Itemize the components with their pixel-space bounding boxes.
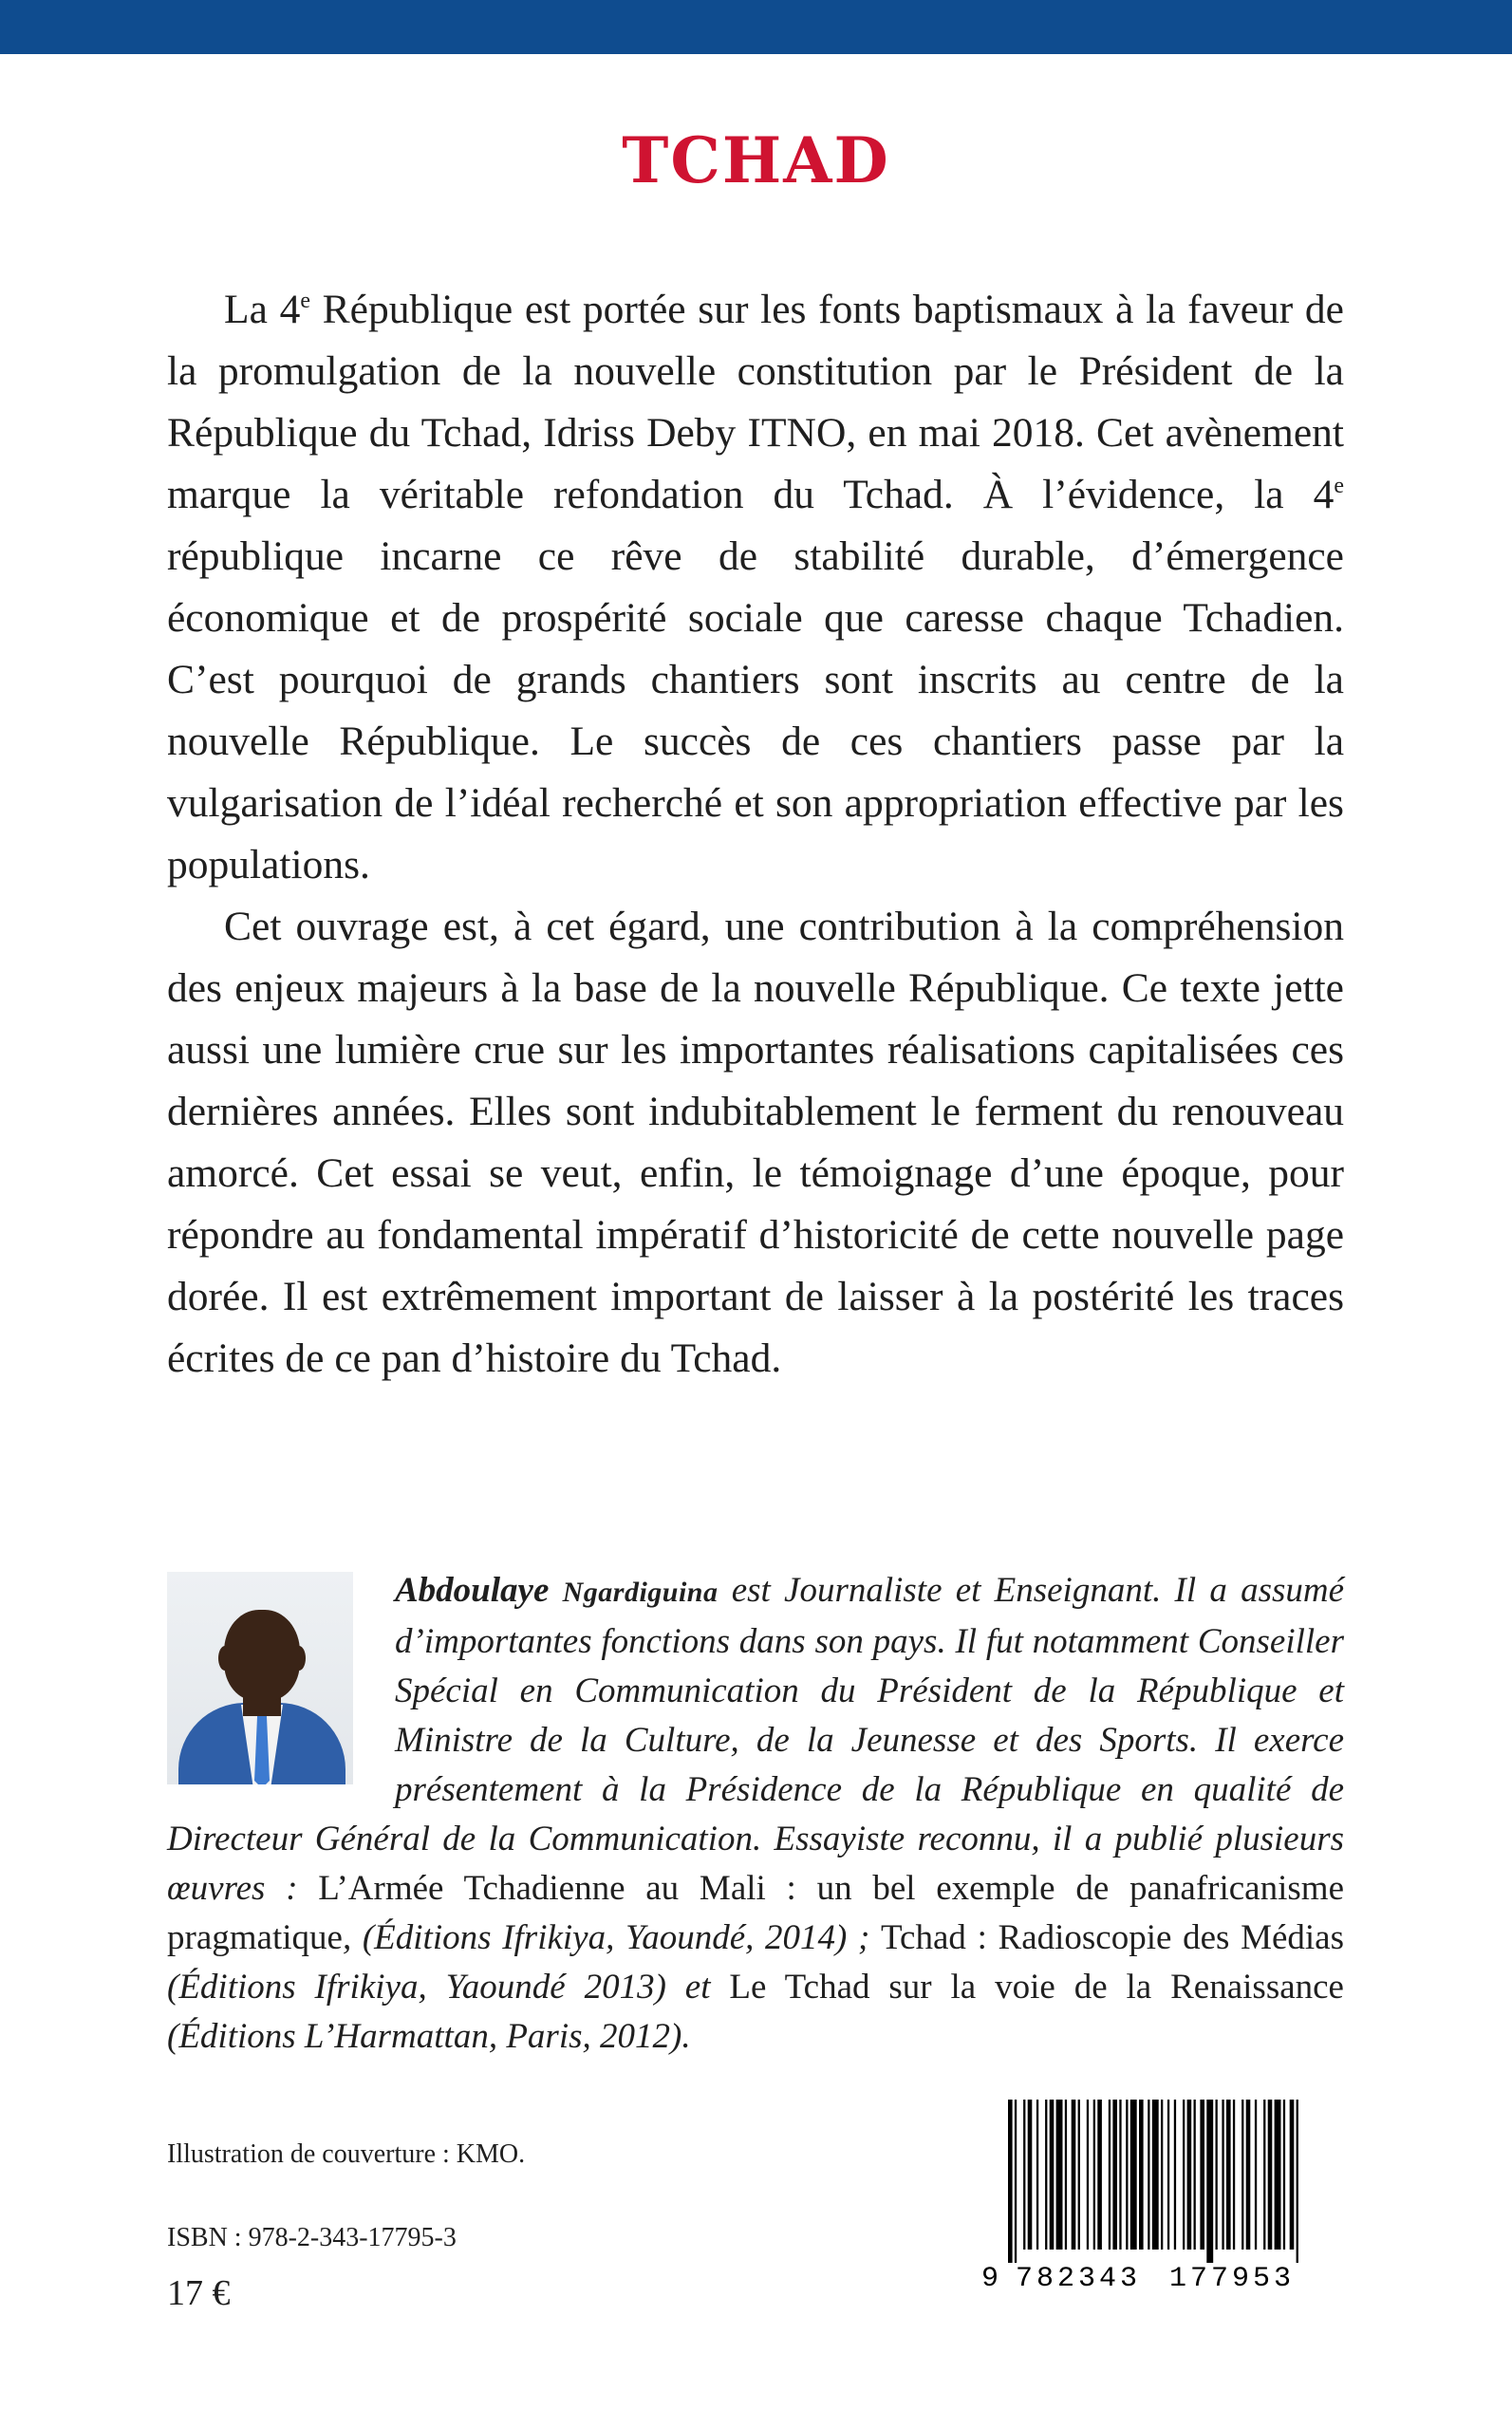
barcode-digits-right: 177953 xyxy=(1169,2263,1296,2289)
barcode-bar xyxy=(1183,2100,1185,2250)
barcode-bar xyxy=(1056,2100,1063,2250)
blurb-paragraph-1 xyxy=(167,279,1344,896)
barcode-bar xyxy=(1072,2100,1076,2250)
barcode-bar xyxy=(1078,2100,1080,2250)
barcode-bar xyxy=(1263,2100,1265,2250)
barcode-bar xyxy=(1194,2100,1196,2250)
barcode-bar xyxy=(1246,2100,1251,2250)
barcode-bar xyxy=(1126,2100,1128,2250)
superscript: e xyxy=(300,289,310,313)
barcode-bar xyxy=(1087,2100,1089,2250)
barcode-bar xyxy=(1275,2100,1281,2250)
barcode-bar xyxy=(1233,2100,1235,2250)
barcode-bar xyxy=(1226,2100,1231,2250)
barcode-bar xyxy=(1045,2100,1047,2250)
barcode-bar xyxy=(1023,2100,1025,2250)
illustration-credit: Illustration de couverture : KMO. xyxy=(167,2139,526,2169)
work-title: Tchad : Radioscopie des Médias xyxy=(881,1918,1345,1957)
barcode-bar xyxy=(1161,2100,1163,2250)
barcode-bar xyxy=(1139,2100,1144,2250)
barcode-bar xyxy=(1112,2100,1117,2250)
author-first-name: Abdoulaye xyxy=(395,1571,550,1610)
barcode-bar xyxy=(1290,2100,1295,2250)
barcode-bar xyxy=(1216,2100,1218,2250)
work-publisher: (Éditions Ifrikiya, Yaoundé 2013) et xyxy=(167,1968,730,2007)
top-color-band xyxy=(0,0,1512,54)
barcode-bar xyxy=(1097,2100,1102,2250)
barcode-bar xyxy=(1283,2100,1285,2250)
barcode-digit-lead: 9 xyxy=(981,2263,999,2289)
blurb-text: La 4 xyxy=(224,287,301,332)
barcode-bar xyxy=(1152,2100,1159,2250)
work-title: L’Armée Tchadienne au Mali : un bel exemple de panafricanisme pragmatique xyxy=(167,1869,1344,1957)
barcode-bar xyxy=(1008,2100,1013,2263)
work-publisher: (Éditions L’Harmattan, Paris, 2012). xyxy=(167,2017,691,2056)
blurb-text: République est portée sur les fonts baptismaux à la faveur de la promulgation de la nouvelle constitution par le Président de la République du Tchad, Idriss Deby ITNO, en mai 2018. Cet avènement marque la véritable refondation du Tchad. À l’évidence, la 4 xyxy=(167,287,1344,517)
blurb-text: république incarne ce rêve de stabilité durable, d’émergence économique et de prospérité sociale que caresse chaque Tchadien. C’est pourquoi de grands chantiers sont inscrits au centre de la nouvelle République. Le succès de ces chantiers passe par la vulgarisation de l’idéal recherché et son appropriation effective par les populations. xyxy=(167,533,1344,887)
author-section xyxy=(167,1566,1344,2062)
barcode-icon xyxy=(980,2100,1331,2289)
bio-text: est Journaliste et Enseignant. Il a assumé d’importantes fonctions dans son pays. Il fut notamment Conseiller Spécial en Communication du Président de la République et Ministre de la Culture, de la Jeunesse et des Sports. Il exerce présentement à la Présidence de la République en qualité de Directeur Général de la Communication. Essayiste reconnu, il a publié plusieurs œuvres : xyxy=(167,1571,1345,1908)
barcode-bar xyxy=(1268,2100,1273,2250)
barcode-bar xyxy=(1241,2100,1243,2250)
barcode-bar xyxy=(1206,2100,1213,2263)
author-last-name: Ngardiguina xyxy=(562,1577,719,1608)
barcode-bar xyxy=(1255,2100,1257,2250)
barcode-bar xyxy=(1015,2100,1017,2263)
work-title: Le Tchad sur la voie de la Renaissance xyxy=(729,1968,1344,2007)
barcode-bar xyxy=(1119,2100,1121,2250)
isbn: ISBN : 978-2-343-17795-3 xyxy=(167,2223,457,2252)
barcode-bar xyxy=(1187,2100,1192,2250)
barcode-bar xyxy=(1167,2100,1169,2250)
blurb-paragraph-2: Cet ouvrage est, à cet égard, une contribution à la compréhension des enjeux majeurs à la base de la nouvelle République. Ce texte jette aussi une lumière crue sur les importantes réalisations capitalisées ces dernières années. Elles sont indubitablement le ferment du renouveau amorcé. Cet essai se veut, enfin, le témoignage d’une époque, pour répondre au fondamental impératif d’historicité de cette nouvelle page dorée. Il est extrêmement important de laisser à la postérité les traces écrites de ce pan d’histoire du Tchad. xyxy=(167,904,1344,1381)
barcode-bar xyxy=(1109,2100,1111,2250)
barcode-bar xyxy=(1036,2100,1038,2250)
barcode-bar xyxy=(1222,2100,1223,2250)
barcode-bar xyxy=(1200,2100,1204,2250)
barcode-bar xyxy=(1174,2100,1176,2250)
price: 17 € xyxy=(167,2273,231,2313)
barcode-bar xyxy=(1297,2100,1298,2263)
barcode-bar xyxy=(1065,2100,1067,2250)
barcode-digits-left: 782343 xyxy=(1016,2263,1142,2289)
author-portrait-photo xyxy=(167,1572,353,1784)
barcode-bar xyxy=(1028,2100,1033,2250)
barcode-bar xyxy=(1050,2100,1055,2250)
back-cover-blurb xyxy=(167,279,1344,1390)
superscript: e xyxy=(1334,474,1344,498)
author-name xyxy=(395,1571,719,1610)
work-publisher: , (Éditions Ifrikiya, Yaoundé, 2014) ; xyxy=(342,1918,882,1957)
barcode-bar xyxy=(1093,2100,1095,2250)
barcode-bar xyxy=(1148,2100,1149,2250)
book-title: TCHAD xyxy=(622,123,890,197)
barcode-bar xyxy=(1130,2100,1137,2250)
